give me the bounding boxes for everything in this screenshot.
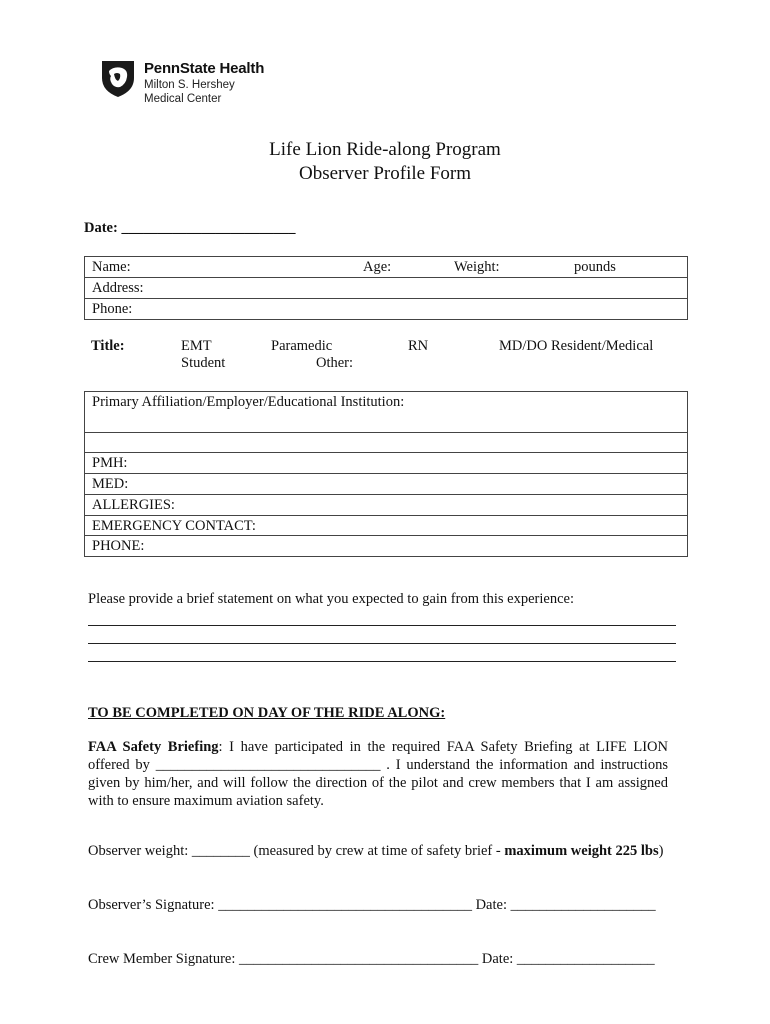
form-subtitle: Observer Profile Form [298, 163, 472, 184]
logo [100, 58, 300, 105]
weight-note: (measured by crew at time of safety brief - [249, 843, 505, 859]
emergency-phone-row [85, 535, 687, 556]
weight-note-close: ) [658, 843, 664, 859]
statement-prompt: Please provide a brief statement on what you expected to gain from this experience: [88, 591, 574, 607]
title-option-rn[interactable]: RN [408, 338, 429, 354]
allergies-label[interactable]: ALLERGIES: [92, 497, 175, 513]
affiliation-label[interactable]: Primary Affiliation/Employer/Educational Institution: [92, 394, 405, 410]
faa-briefing-label: FAA Safety Briefing [88, 739, 219, 755]
affiliation-blank-row[interactable] [85, 432, 687, 453]
org-name: PennState Health [144, 60, 265, 77]
crew-signature-line[interactable]: Crew Member Signature: _________________________________ Date: ___________________ [88, 951, 655, 967]
form-title: Life Lion Ride-along Program [269, 139, 501, 160]
observer-weight-line [88, 843, 663, 860]
affiliation-row [85, 392, 687, 432]
faa-briefing-paragraph [88, 738, 668, 810]
title-option-emt[interactable]: EMT [181, 338, 212, 354]
max-weight-note: maximum weight 225 lbs [504, 843, 659, 859]
pmh-label[interactable]: PMH: [92, 455, 128, 471]
emergency-contact-label[interactable]: EMERGENCY CONTACT: [92, 518, 256, 534]
pmh-row [85, 452, 687, 473]
ride-along-heading: TO BE COMPLETED ON DAY OF THE RIDE ALONG: [88, 705, 446, 721]
phone-label[interactable]: Phone: [92, 301, 133, 317]
statement-line-2[interactable] [88, 643, 676, 644]
observer-weight-field[interactable]: ________ [191, 843, 250, 859]
address-label[interactable]: Address: [92, 280, 144, 296]
emergency-phone-label[interactable]: PHONE: [92, 538, 145, 554]
observer-weight-label: Observer weight: [88, 843, 192, 859]
nittany-lion-shield-icon [100, 58, 136, 98]
med-label[interactable]: MED: [92, 476, 129, 492]
pounds-label: pounds [574, 259, 616, 275]
title-option-student[interactable]: Student [181, 355, 226, 371]
weight-label[interactable]: Weight: [454, 259, 500, 275]
offered-by-field[interactable]: _______________________________ [155, 757, 381, 773]
observer-signature-line[interactable]: Observer’s Signature: ___________________________________ Date: ____________________ [88, 897, 656, 913]
title-option-md-do[interactable]: MD/DO Resident/Medical [499, 338, 654, 354]
faa-text-1: : I have participated in the required FAA Safety Briefing at LIFE LION offered by [88, 739, 668, 773]
phone-row [85, 298, 687, 319]
faa-text-2: . I understand the information and instructions given by him/her, and will follow the direction of the pilot and crew members that I am assigned with to ensure maximum aviation safety. [88, 757, 668, 809]
name-label[interactable]: Name: [92, 259, 131, 275]
title-options [0, 338, 770, 378]
org-subtitle-2: Medical Center [144, 93, 222, 105]
medical-info-table [84, 391, 688, 557]
title-label: Title: [91, 338, 125, 354]
name-row [85, 257, 687, 277]
med-row [85, 473, 687, 494]
address-row [85, 277, 687, 298]
date-field[interactable]: Date: ________________________ [84, 220, 296, 236]
statement-line-3[interactable] [88, 661, 676, 662]
personal-info-table [84, 256, 688, 320]
title-option-paramedic[interactable]: Paramedic [271, 338, 333, 354]
org-subtitle-1: Milton S. Hershey [144, 79, 235, 91]
age-label[interactable]: Age: [363, 259, 392, 275]
title-option-other[interactable]: Other: [316, 355, 354, 371]
statement-line-1[interactable] [88, 625, 676, 626]
emergency-contact-row [85, 515, 687, 536]
allergies-row [85, 494, 687, 515]
